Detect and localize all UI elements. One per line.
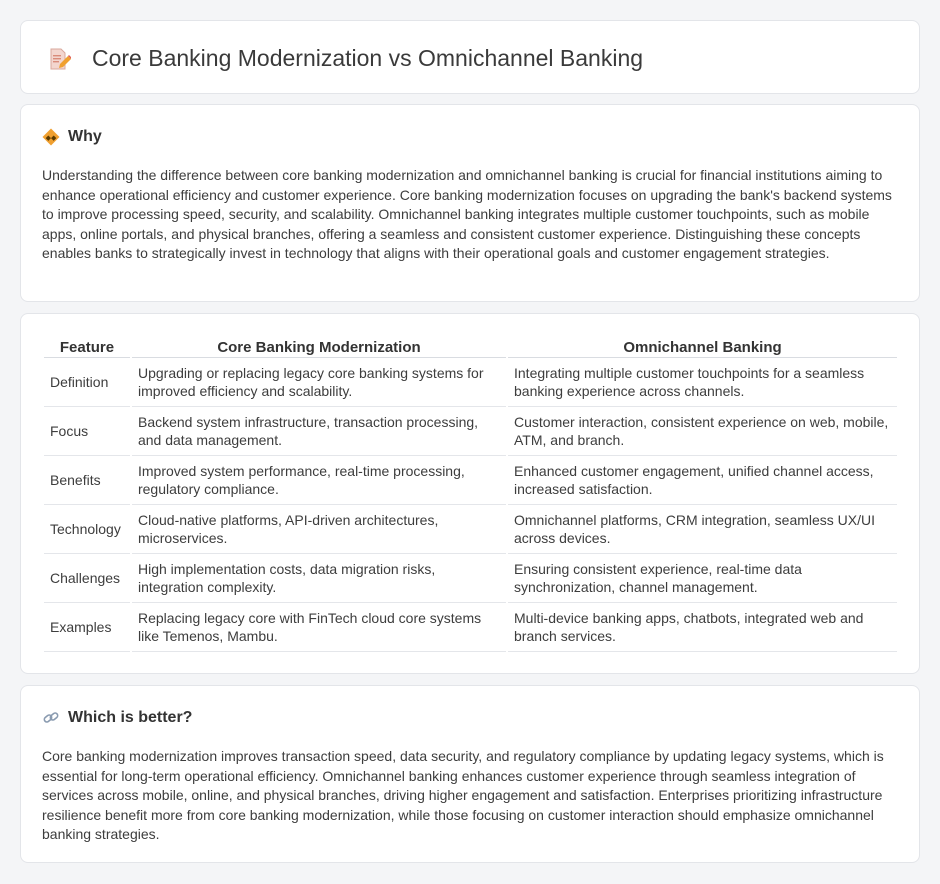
why-heading	[42, 125, 102, 149]
omni-cell: Omnichannel platforms, CRM integration, seamless UX/UI across devices.	[508, 505, 897, 554]
why-title: Why	[68, 128, 102, 145]
table-row	[44, 603, 897, 652]
comparison-card	[20, 313, 920, 674]
table-row	[44, 456, 897, 505]
document-pencil-icon	[47, 47, 71, 71]
better-heading	[42, 706, 192, 730]
better-title: Which is better?	[68, 709, 193, 726]
why-section	[20, 104, 920, 302]
header-feature: Feature	[44, 336, 130, 358]
feature-cell: Benefits	[44, 456, 130, 505]
table-row	[44, 554, 897, 603]
table-row	[44, 407, 897, 456]
table-header-row	[44, 336, 897, 358]
table-row	[44, 505, 897, 554]
core-cell: Improved system performance, real-time processing, regulatory compliance.	[132, 456, 506, 505]
feature-cell: Definition	[44, 358, 130, 407]
core-cell: Upgrading or replacing legacy core banking systems for improved efficiency and scalability.	[132, 358, 506, 407]
omni-cell: Enhanced customer engagement, unified channel access, increased satisfaction.	[508, 456, 897, 505]
omni-cell: Integrating multiple customer touchpoints for a seamless banking experience across channels.	[508, 358, 897, 407]
core-cell: Backend system infrastructure, transaction processing, and data management.	[132, 407, 506, 456]
which-is-better-section	[20, 685, 920, 863]
header-card	[20, 20, 920, 94]
core-cell: High implementation costs, data migration risks, integration complexity.	[132, 554, 506, 603]
comparison-table	[42, 336, 899, 652]
svg-text:◆◆: ◆◆	[45, 134, 57, 142]
why-text: Understanding the difference between core banking modernization and omnichannel banking is crucial for financial institutions aiming to enhance operational efficiency and customer experience. Core banking modernization focuses on upgrading the bank's backend systems to improve processing speed, security, and scalability. Omnichannel banking integrates multiple customer touchpoints, such as mobile apps, online portals, and physical branches, offering a seamless and consistent customer experience. Distinguishing these concepts enables banks to strategically invest in technology that aligns with their operational goals and customer engagement strategies.	[42, 167, 892, 261]
better-text: Core banking modernization improves transaction speed, data security, and regulatory compliance by updating legacy systems, which is essential for long-term operational efficiency. Omnichannel banking enhances customer experience through seamless integration of services across mobile, online, and physical branches, driving higher engagement and satisfaction. Enterprises prioritizing infrastructure resilience benefit more from core banking modernization, while those focusing on customer interaction should emphasize omnichannel banking strategies.	[42, 748, 884, 842]
feature-cell: Challenges	[44, 554, 130, 603]
header-omnichannel: Omnichannel Banking	[508, 336, 897, 358]
feature-cell: Examples	[44, 603, 130, 652]
feature-cell: Focus	[44, 407, 130, 456]
core-cell: Cloud-native platforms, API-driven architectures, microservices.	[132, 505, 506, 554]
table-row	[44, 358, 897, 407]
diamond-sign-icon	[42, 128, 60, 146]
omni-cell: Ensuring consistent experience, real-time data synchronization, channel management.	[508, 554, 897, 603]
header-core-banking: Core Banking Modernization	[132, 336, 506, 358]
omni-cell: Multi-device banking apps, chatbots, integrated web and branch services.	[508, 603, 897, 652]
core-cell: Replacing legacy core with FinTech cloud core systems like Temenos, Mambu.	[132, 603, 506, 652]
page-title: Core Banking Modernization vs Omnichannel Banking	[92, 45, 644, 71]
feature-cell: Technology	[44, 505, 130, 554]
omni-cell: Customer interaction, consistent experience on web, mobile, ATM, and branch.	[508, 407, 897, 456]
link-icon	[42, 709, 60, 727]
